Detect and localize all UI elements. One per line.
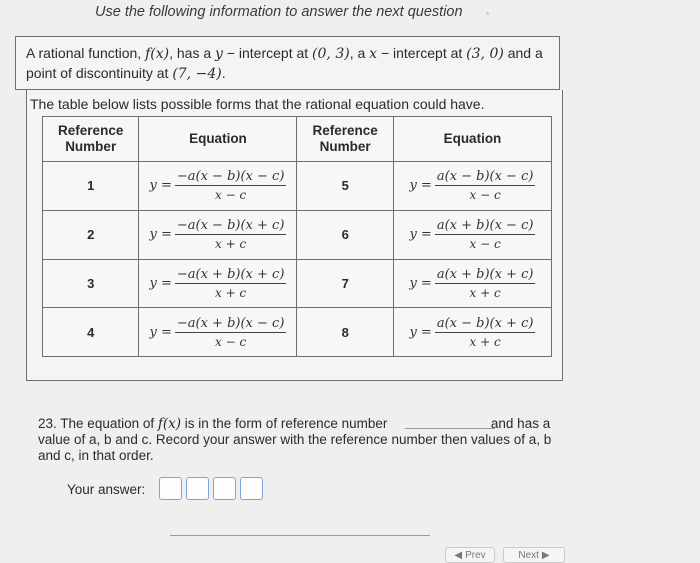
fraction [175, 218, 287, 251]
numerator: a(x − b)(x − c) [436, 169, 534, 185]
answer-box-3[interactable] [213, 477, 236, 500]
reference-number-cell: 7 [297, 259, 393, 308]
y-equals: y = [409, 227, 432, 243]
next-label: Next [518, 549, 539, 561]
bottom-divider [170, 535, 430, 536]
equation-cell [393, 162, 551, 211]
numerator: a(x + b)(x − c) [436, 218, 534, 234]
answer-box-4[interactable] [240, 477, 263, 500]
equation-header: Equation [139, 117, 297, 162]
information-text [26, 44, 556, 84]
discontinuity-point: (7, −4) [172, 66, 222, 82]
decorative-dot [486, 12, 489, 15]
reference-number-header: Reference Number [43, 117, 139, 162]
function-symbol: f(x) [145, 46, 170, 62]
rational-expression [150, 169, 287, 202]
info-text-part: . [221, 65, 226, 81]
rational-expression [150, 267, 287, 300]
equation-cell [393, 210, 551, 259]
numerator: −a(x + b)(x − c) [176, 315, 285, 331]
y-equals: y = [409, 178, 432, 194]
your-answer-label: Your answer: [67, 482, 146, 497]
table-header-row [43, 117, 552, 162]
answer-box-2[interactable] [186, 477, 209, 500]
denominator: x − c [469, 188, 501, 203]
denominator: x − c [215, 188, 247, 203]
reference-number-cell: 4 [43, 308, 139, 357]
equation-cell [139, 162, 297, 211]
function-symbol: f(x) [157, 416, 182, 432]
y-equals: y = [149, 324, 172, 340]
table-row [43, 308, 552, 357]
question-text: and has a value of a, b and c. Record your answer with the reference number then values of a, b and c, in that order. [38, 416, 552, 463]
table-row [43, 162, 552, 211]
reference-number-cell: 8 [297, 308, 393, 357]
y-equals: y = [409, 324, 432, 340]
denominator: x + c [469, 334, 501, 349]
fraction [435, 218, 536, 251]
info-text-part: and a point of discontinuity at [26, 45, 543, 81]
y-equals: y = [149, 275, 172, 291]
info-text-part: , has a [169, 45, 216, 61]
table-intro-text: The table below lists possible forms that the rational equation could have. [30, 96, 485, 112]
reference-number-cell: 3 [43, 259, 139, 308]
equation-cell [139, 210, 297, 259]
info-text-part: , a [349, 45, 370, 61]
numerator: −a(x + b)(x + c) [176, 266, 285, 282]
question-text: is in the form of reference number [181, 416, 388, 431]
y-equals: y = [409, 275, 432, 291]
fraction [175, 169, 287, 202]
denominator: x − c [215, 334, 247, 349]
info-text-part: A rational function, [26, 45, 146, 61]
y-symbol: y [215, 46, 223, 62]
equation-header: Equation [393, 117, 551, 162]
rational-expression [150, 218, 287, 251]
numerator: a(x − b)(x + c) [436, 315, 534, 331]
reference-number-cell: 5 [297, 162, 393, 211]
fraction [435, 169, 536, 202]
equation-cell [139, 259, 297, 308]
prev-label: Prev [465, 549, 486, 561]
reference-number-header: Reference Number [297, 117, 393, 162]
x-symbol: x [369, 46, 378, 62]
equation-cell [393, 259, 551, 308]
rational-expression [409, 316, 535, 349]
denominator: x + c [469, 285, 501, 300]
numerator: a(x + b)(x + c) [436, 266, 534, 282]
question-number: 23. [38, 416, 57, 431]
rational-expression [409, 218, 535, 251]
answer-blank-line [405, 428, 495, 429]
instruction-heading: Use the following information to answer the next question [95, 4, 463, 20]
table-row [43, 210, 552, 259]
answer-box-1[interactable] [159, 477, 182, 500]
numerator: −a(x − b)(x − c) [176, 169, 285, 185]
y-equals: y = [149, 227, 172, 243]
rational-expression [150, 316, 287, 349]
left-arrow-icon: ◀ [454, 549, 463, 561]
reference-number-cell: 1 [43, 162, 139, 211]
equation-cell [139, 308, 297, 357]
y-equals: y = [149, 178, 172, 194]
fraction [435, 267, 536, 300]
rational-expression [409, 267, 535, 300]
right-arrow-icon: ▶ [541, 549, 550, 561]
question-23 [38, 416, 558, 464]
denominator: x + c [215, 237, 247, 252]
y-intercept-value: (0, 3) [312, 46, 350, 62]
fraction [175, 316, 287, 349]
equation-forms-table [42, 116, 552, 357]
reference-number-cell: 2 [43, 210, 139, 259]
x-intercept-value: (3, 0) [466, 46, 504, 62]
equation-cell [393, 308, 551, 357]
question-text: The equation of [60, 416, 158, 431]
denominator: x + c [215, 285, 247, 300]
reference-number-cell: 6 [297, 210, 393, 259]
fraction [175, 267, 287, 300]
rational-expression [409, 169, 535, 202]
fraction [435, 316, 536, 349]
numerator: −a(x − b)(x + c) [176, 218, 285, 234]
table-row [43, 259, 552, 308]
info-text-part: − intercept at [377, 45, 467, 61]
denominator: x − c [469, 237, 501, 252]
info-text-part: − intercept at [222, 45, 313, 61]
